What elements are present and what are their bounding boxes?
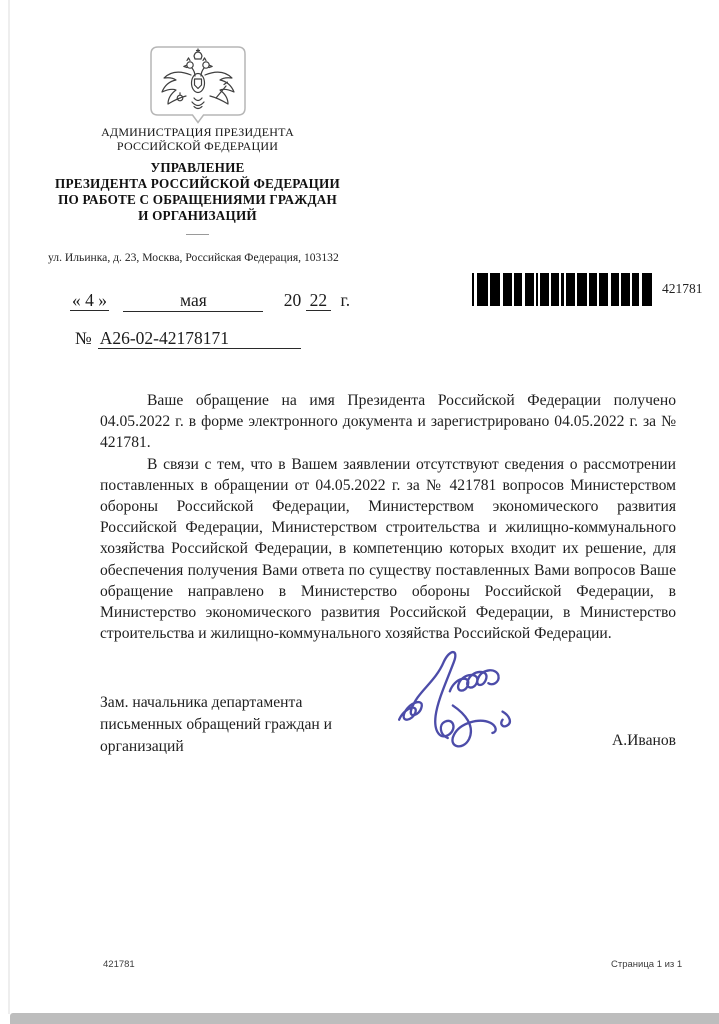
- scan-bottom-edge: [10, 1013, 719, 1024]
- barcode-bar: [599, 273, 608, 306]
- org-parent-line-1: АДМИНИСТРАЦИЯ ПРЕЗИДЕНТА: [101, 125, 294, 139]
- date-year: 22: [306, 290, 332, 311]
- date-line: [70, 290, 350, 312]
- date-month: мая: [123, 290, 263, 312]
- barcode-bar: [632, 273, 639, 306]
- barcode-bar: [642, 273, 652, 306]
- signer-title-line-1: Зам. начальника департамента: [100, 694, 303, 711]
- body-paragraph-1: Ваше обращение на имя Президента Российской Федерации получено 04.05.2022 г. в форме электронного документа и зарегистрировано 04.05.2022 г. за № 421781.: [100, 392, 676, 452]
- barcode-bar: [540, 273, 549, 306]
- footer-page-indicator: Страница 1 из 1: [611, 959, 683, 970]
- barcode-bar: [477, 273, 488, 306]
- org-parent-name: [35, 126, 360, 153]
- letterhead-divider: [186, 234, 209, 235]
- barcode-bar: [566, 273, 575, 306]
- barcode-bar: [551, 273, 559, 306]
- barcode-bar: [621, 273, 630, 306]
- org-dept-line-3: ПО РАБОТЕ С ОБРАЩЕНИЯМИ ГРАЖДАН: [58, 192, 337, 207]
- footer-registration-number: 421781: [103, 959, 135, 970]
- org-parent-line-2: РОССИЙСКОЙ ФЕДЕРАЦИИ: [116, 138, 279, 153]
- org-dept-line-2: ПРЕЗИДЕНТА РОССИЙСКОЙ ФЕДЕРАЦИИ: [55, 176, 340, 191]
- reference-number-value: А26-02-42178171: [98, 328, 301, 349]
- barcode-bar: [525, 273, 534, 306]
- signer-title-line-2: письменных обращений граждан и: [100, 716, 333, 733]
- registration-barcode: [472, 273, 652, 306]
- barcode-bar: [514, 273, 522, 306]
- org-address: ул. Ильинка, д. 23, Москва, Российская Федерация, 103132: [48, 251, 339, 264]
- signer-job-title: [100, 692, 420, 758]
- org-dept-line-1: УПРАВЛЕНИЕ: [150, 160, 245, 175]
- date-century: 20: [283, 290, 302, 310]
- barcode-bar: [589, 273, 597, 306]
- org-department-name: [35, 160, 360, 224]
- barcode-bar: [611, 273, 619, 306]
- signer-name: А.Иванов: [611, 732, 676, 749]
- barcode-bar: [503, 273, 512, 306]
- scan-left-edge: [8, 0, 10, 1014]
- date-suffix: г.: [340, 290, 351, 310]
- barcode-bar: [577, 273, 587, 306]
- letter-body: [100, 390, 676, 644]
- reference-number-line: [75, 328, 301, 349]
- barcode-bar: [490, 273, 500, 306]
- body-paragraph-2: В связи с тем, что в Вашем заявлении отсутствуют сведения о рассмотрении поставленных в обращении от 04.05.2022 г. за № 421781 вопросов Министерством обороны Российской Федерации, Министерством экономического развития Российской Федерации, Министерством строительства и жилищно-коммунального хозяйства Российской Федерации, в компетенцию которых входит их решение, для обеспечения получения Вами ответа по существу поставленных Вами вопросов Ваше обращение направлено в Министерство обороны Российской Федерации, в Министерство экономического развития Российской Федерации, в Министерство строительства и жилищно-коммунального хозяйства Российской Федерации.: [100, 455, 676, 643]
- barcode-number: 421781: [662, 281, 703, 296]
- org-dept-line-4: И ОРГАНИЗАЦИЙ: [138, 208, 257, 223]
- reference-number-label: №: [75, 328, 92, 348]
- handwritten-signature: [392, 644, 534, 762]
- russian-coat-of-arms-icon: [150, 46, 246, 127]
- signer-title-line-3: организаций: [100, 738, 184, 755]
- signature-scribble: [399, 652, 510, 746]
- date-day: « 4 »: [72, 290, 107, 310]
